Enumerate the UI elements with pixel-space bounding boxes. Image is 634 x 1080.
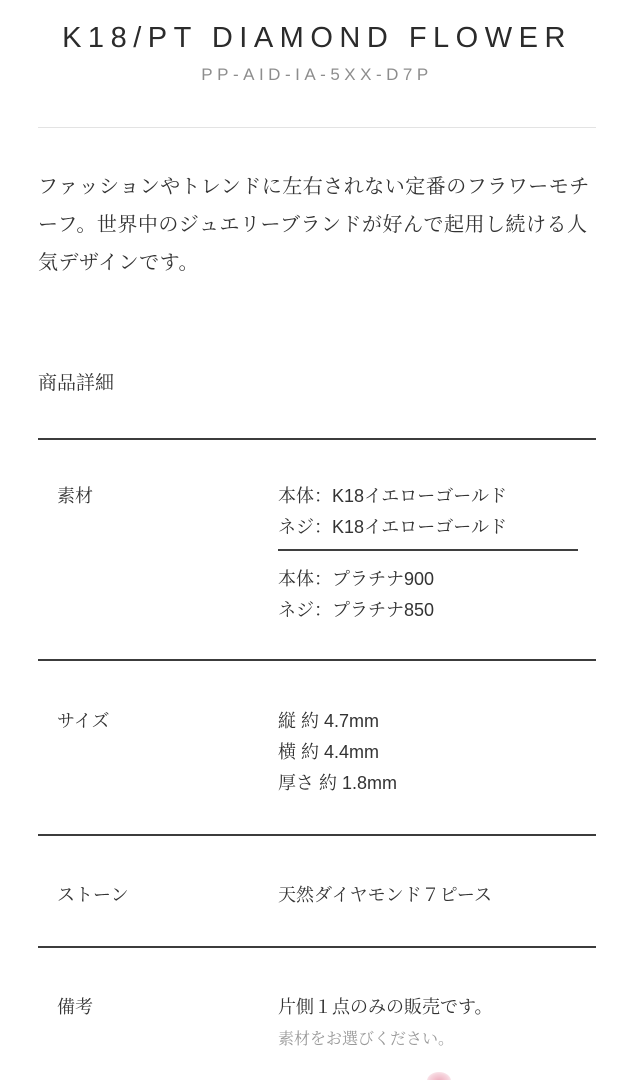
material-platinum-body: 本体：プラチナ900 [278, 569, 435, 589]
size-thickness: 厚さ 約 1.8mm [278, 773, 398, 793]
product-title: K18/PT DIAMOND FLOWER [62, 22, 572, 54]
material-platinum-screw: ネジ：プラチナ850 [278, 600, 435, 620]
stone-label: ストーン [57, 885, 129, 905]
material-select-hint: 素材をお選びください。 [278, 1031, 455, 1048]
product-code: PP-AID-IA-5XX-D7P [201, 65, 433, 84]
table-row-material [38, 438, 596, 659]
material-gold-body: 本体：K18イエローゴールド [278, 486, 507, 506]
remarks-label: 備考 [57, 997, 93, 1017]
size-label: サイズ [57, 711, 110, 731]
material-value [278, 481, 596, 626]
stone-description: 天然ダイヤモンド７ピース [278, 885, 493, 905]
size-width: 横 約 4.4mm [278, 742, 380, 762]
table-row-stone [38, 834, 596, 946]
table-row-remarks [38, 946, 596, 1080]
stone-value [278, 880, 596, 911]
material-sub-divider [278, 549, 578, 551]
product-description: ファッションやトレンドに左右されない定番のフラワーモチーフ。世界中のジュエリーブランドが好んで起用し続ける人気デザインです。 [38, 176, 590, 274]
product-header [0, 0, 634, 86]
remarks-text: 片側１点のみの販売です。 [278, 997, 493, 1017]
size-value [278, 706, 596, 799]
detail-table [38, 438, 596, 1080]
section-title: 商品詳細 [38, 373, 115, 394]
table-row-size [38, 659, 596, 834]
material-gold-screw: ネジ：K18イエローゴールド [278, 517, 507, 537]
material-label: 素材 [57, 486, 93, 506]
size-height: 縦 約 4.7mm [278, 711, 380, 731]
remarks-value [278, 992, 596, 1051]
header-divider [38, 127, 596, 128]
